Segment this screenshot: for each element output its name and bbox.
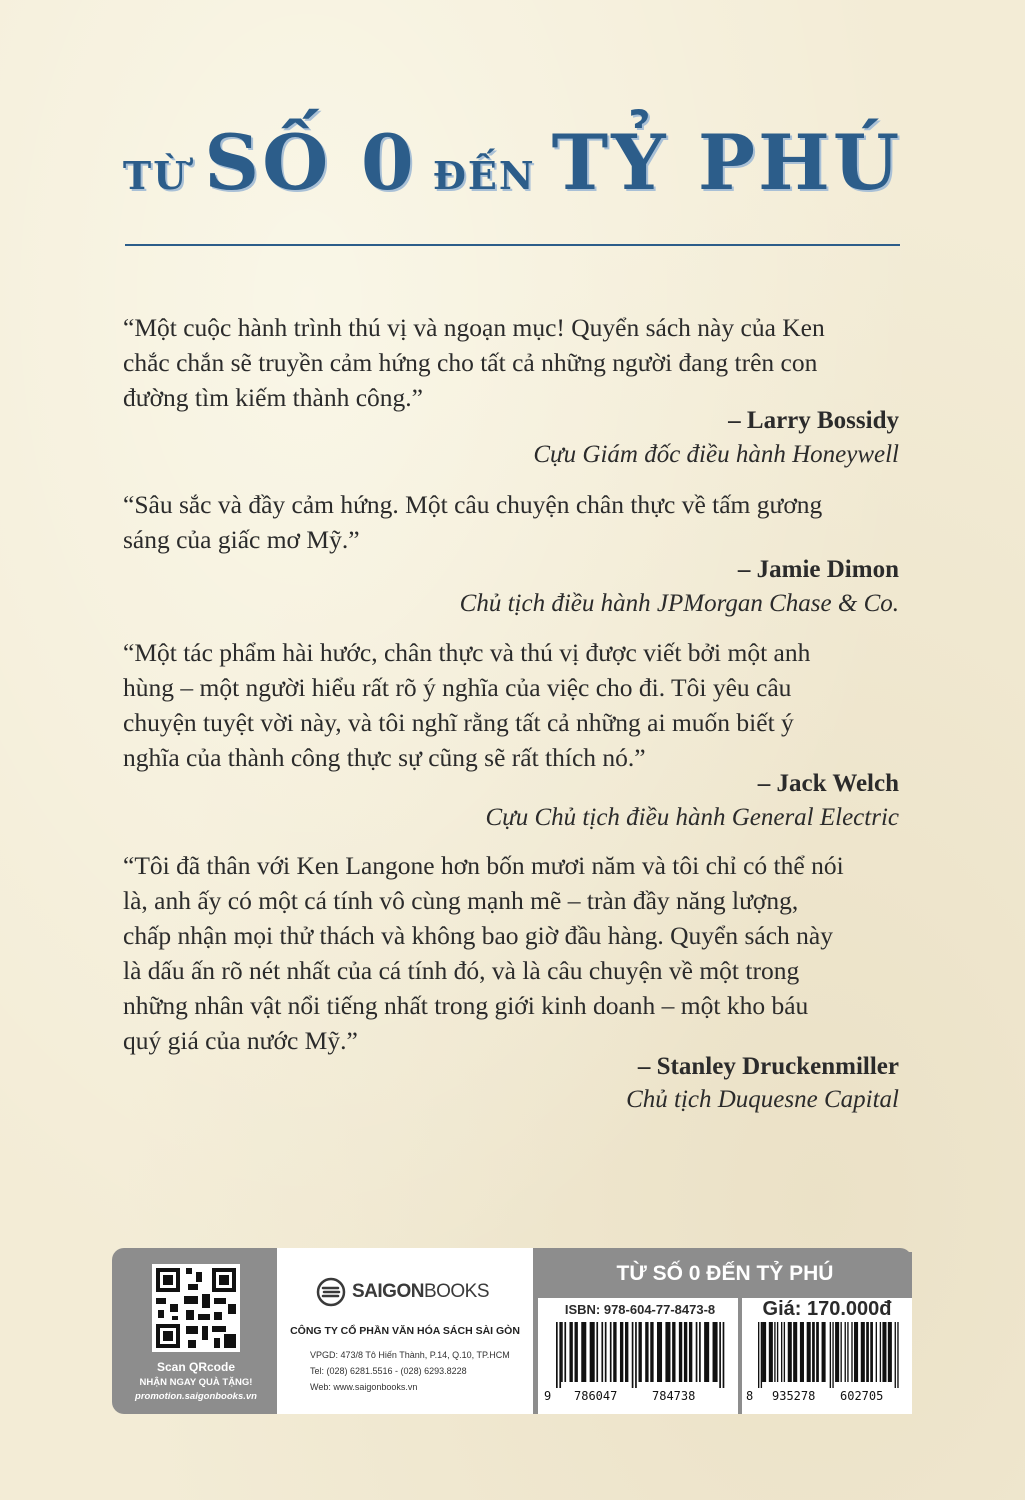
quote-line: là, anh ấy có một cá tính vô cùng mạnh mẽ – tràn đầy năng lượng,: [123, 886, 799, 915]
barcode-bar: [840, 1322, 841, 1382]
price-text: Giá: 170.000đ: [762, 1298, 892, 1320]
quote-author-role: Cựu Chủ tịch điều hành General Electric: [485, 804, 899, 831]
barcode-bar: [822, 1322, 826, 1382]
barcode-bar: [625, 1322, 628, 1382]
barcode-bar: [866, 1322, 869, 1382]
publisher-logo: [316, 1277, 489, 1307]
quote-line: “Một cuộc hành trình thú vị và ngoạn mục! Quyển sách này của Ken: [123, 313, 825, 342]
barcode-bar: [870, 1322, 873, 1382]
barcode-bar: [650, 1322, 653, 1382]
barcode-bar: [882, 1322, 886, 1382]
qr-code-graphic: [152, 1264, 240, 1352]
barcode-bar: [575, 1322, 578, 1382]
title-word-1: TỪ: [122, 153, 189, 198]
barcode-bar: [835, 1322, 839, 1382]
barcode-digit-first: 8: [746, 1389, 754, 1403]
barcode-guard-bar: [635, 1322, 637, 1388]
footer-book-title: TỪ SỐ 0 ĐẾN TỶ PHÚ: [538, 1252, 912, 1296]
qr-code[interactable]: [152, 1264, 240, 1352]
barcode-bar: [610, 1322, 612, 1382]
barcode-bar: [601, 1322, 603, 1382]
publisher-tel: Tel: (028) 6281.5516 - (028) 6293.8228: [310, 1366, 467, 1376]
barcode-guard-bar: [632, 1322, 634, 1388]
barcode-bar: [679, 1322, 682, 1382]
barcode-guard-bar: [832, 1322, 833, 1388]
barcode-bar: [665, 1322, 670, 1382]
barcode-digit-first: 9: [544, 1389, 552, 1403]
quote-line: chắc chắn sẽ truyền cảm hứng cho tất cả những người đang trên con: [123, 348, 818, 377]
quote-line: “Sâu sắc và đầy cảm hứng. Một câu chuyện chân thực về tấm gương: [123, 490, 823, 519]
barcode-bar: [596, 1322, 598, 1382]
quote-line: “Tôi đã thân với Ken Langone hơn bốn mươi năm và tôi chỉ có thể nói: [123, 851, 844, 880]
barcode-bar: [620, 1322, 623, 1382]
barcode-bar: [564, 1322, 566, 1382]
barcode-bar: [762, 1322, 766, 1382]
barcode-bar: [793, 1322, 797, 1382]
quote-author-role: Chủ tịch Duquesne Capital: [626, 1086, 899, 1113]
barcode-bar: [784, 1322, 785, 1382]
title-divider: [125, 244, 900, 246]
quote-line: sáng của giấc mơ Mỹ.”: [123, 525, 360, 554]
qr-caption-url: promotion.saigonbooks.vn: [135, 1391, 257, 1402]
quote-line: chấp nhận mọi thử thách và không bao giờ đầu hàng. Quyển sách này: [123, 921, 833, 950]
barcode-bar: [888, 1322, 892, 1382]
barcode-bar: [605, 1322, 607, 1382]
quote-4: [123, 848, 900, 1058]
barcode-bar: [569, 1322, 572, 1382]
barcode-bar: [847, 1322, 848, 1382]
barcode-bar: [581, 1322, 586, 1382]
barcode-bar: [561, 1322, 563, 1382]
isbn-text: ISBN: 978-604-77-8473-8: [564, 1302, 716, 1317]
barcode-bar: [851, 1322, 852, 1382]
quote-2: [123, 487, 900, 557]
quote-line: là dấu ấn rõ nét nhất của cá tính đó, và là câu chuyện về một trong: [123, 956, 800, 985]
logo-text-light: BOOKS: [423, 1281, 490, 1302]
barcode-guard-bar: [758, 1322, 759, 1388]
barcode-digits-right: 784738: [652, 1389, 696, 1403]
quote-author-role: Chủ tịch điều hành JPMorgan Chase & Co.: [459, 590, 899, 617]
barcode-bar: [684, 1322, 687, 1382]
barcode-bar: [800, 1322, 804, 1382]
barcode-bar: [807, 1322, 811, 1382]
barcode-bar: [816, 1322, 819, 1382]
barcode-bar: [854, 1322, 858, 1382]
barcode-bar: [689, 1322, 692, 1382]
saigonbooks-logo-icon: [316, 1277, 346, 1307]
quote-line: hùng – một người hiểu rất rõ ý nghĩa của việc cho đi. Tôi yêu câu: [123, 673, 792, 702]
barcode-digits-right: 602705: [840, 1389, 884, 1403]
ean-barcode: [758, 1322, 900, 1388]
barcode-bar: [788, 1322, 792, 1382]
barcode-guard-bar: [723, 1322, 725, 1388]
barcode-bar: [845, 1322, 846, 1382]
barcode-digits-left: 935278: [772, 1389, 816, 1403]
barcode-guard-bar: [719, 1322, 721, 1388]
barcode-bar: [638, 1322, 641, 1382]
barcode-bar: [613, 1322, 616, 1382]
isbn-barcode: [556, 1322, 726, 1388]
book-title: [0, 118, 1025, 228]
barcode-guard-bar: [830, 1322, 831, 1388]
barcode-guard-bar: [897, 1322, 898, 1388]
barcode-bar: [812, 1322, 815, 1382]
barcode-bar: [861, 1322, 865, 1382]
publisher-company: CÔNG TY CỔ PHẦN VĂN HÓA SÁCH SÀI GÒN: [290, 1325, 520, 1337]
barcode-bar: [704, 1322, 709, 1382]
logo-text-bold: SAIGON: [352, 1281, 424, 1302]
quote-3: [123, 635, 900, 775]
quote-author: – Jack Welch: [757, 770, 899, 797]
barcode-bar: [774, 1322, 775, 1382]
quote-author: – Larry Bossidy: [728, 407, 899, 434]
title-word-2: SỐ 0: [204, 118, 417, 207]
barcode-bar: [781, 1322, 782, 1382]
barcode-digits-left: 786047: [574, 1389, 618, 1403]
barcode-guard-bar: [556, 1322, 558, 1388]
barcode-bar: [645, 1322, 648, 1382]
quote-author: – Stanley Druckenmiller: [637, 1053, 899, 1080]
barcode-bar: [876, 1322, 877, 1382]
publisher-address: VPGD: 473/8 Tô Hiến Thành, P.14, Q.10, TP.HCM: [310, 1350, 510, 1360]
title-word-3: ĐẾN: [432, 153, 536, 198]
publisher-web: Web: www.saigonbooks.vn: [310, 1382, 418, 1392]
barcode-bar: [713, 1322, 718, 1382]
quote-line: quý giá của nước Mỹ.”: [123, 1026, 358, 1055]
barcode-bar: [590, 1322, 595, 1382]
barcode-bar: [769, 1322, 773, 1382]
quote-line: đường tìm kiếm thành công.”: [123, 383, 423, 412]
quote-author-role: Cựu Giám đốc điều hành Honeywell: [533, 441, 899, 468]
barcode-bar: [672, 1322, 675, 1382]
quote-line: những nhân vật nổi tiếng nhất trong giới kinh doanh – một kho báu: [123, 991, 809, 1020]
barcode-guard-bar: [895, 1322, 896, 1388]
barcode-bar: [657, 1322, 662, 1382]
quote-author: – Jamie Dimon: [737, 556, 899, 583]
quote-1: [123, 310, 900, 415]
qr-caption-gift: NHẬN NGAY QUÀ TẶNG!: [139, 1377, 253, 1388]
barcode-bar: [696, 1322, 698, 1382]
barcode-bar: [880, 1322, 881, 1382]
barcode-bar: [777, 1322, 778, 1382]
quote-line: nghĩa của thành công thực sự cũng sẽ rất thích nó.”: [123, 743, 646, 772]
barcode-guard-bar: [559, 1322, 561, 1388]
barcode-guard-bar: [761, 1322, 762, 1388]
barcode-bar: [699, 1322, 701, 1382]
qr-caption: Scan QRcode: [156, 1360, 236, 1374]
quote-line: chuyện tuyệt vời này, và tôi nghĩ rằng tất cả những ai muốn biết ý: [123, 708, 794, 737]
title-word-4: TỶ PHÚ: [551, 118, 903, 207]
quote-line: “Một tác phẩm hài hước, chân thực và thú vị được viết bởi một anh: [123, 638, 811, 667]
